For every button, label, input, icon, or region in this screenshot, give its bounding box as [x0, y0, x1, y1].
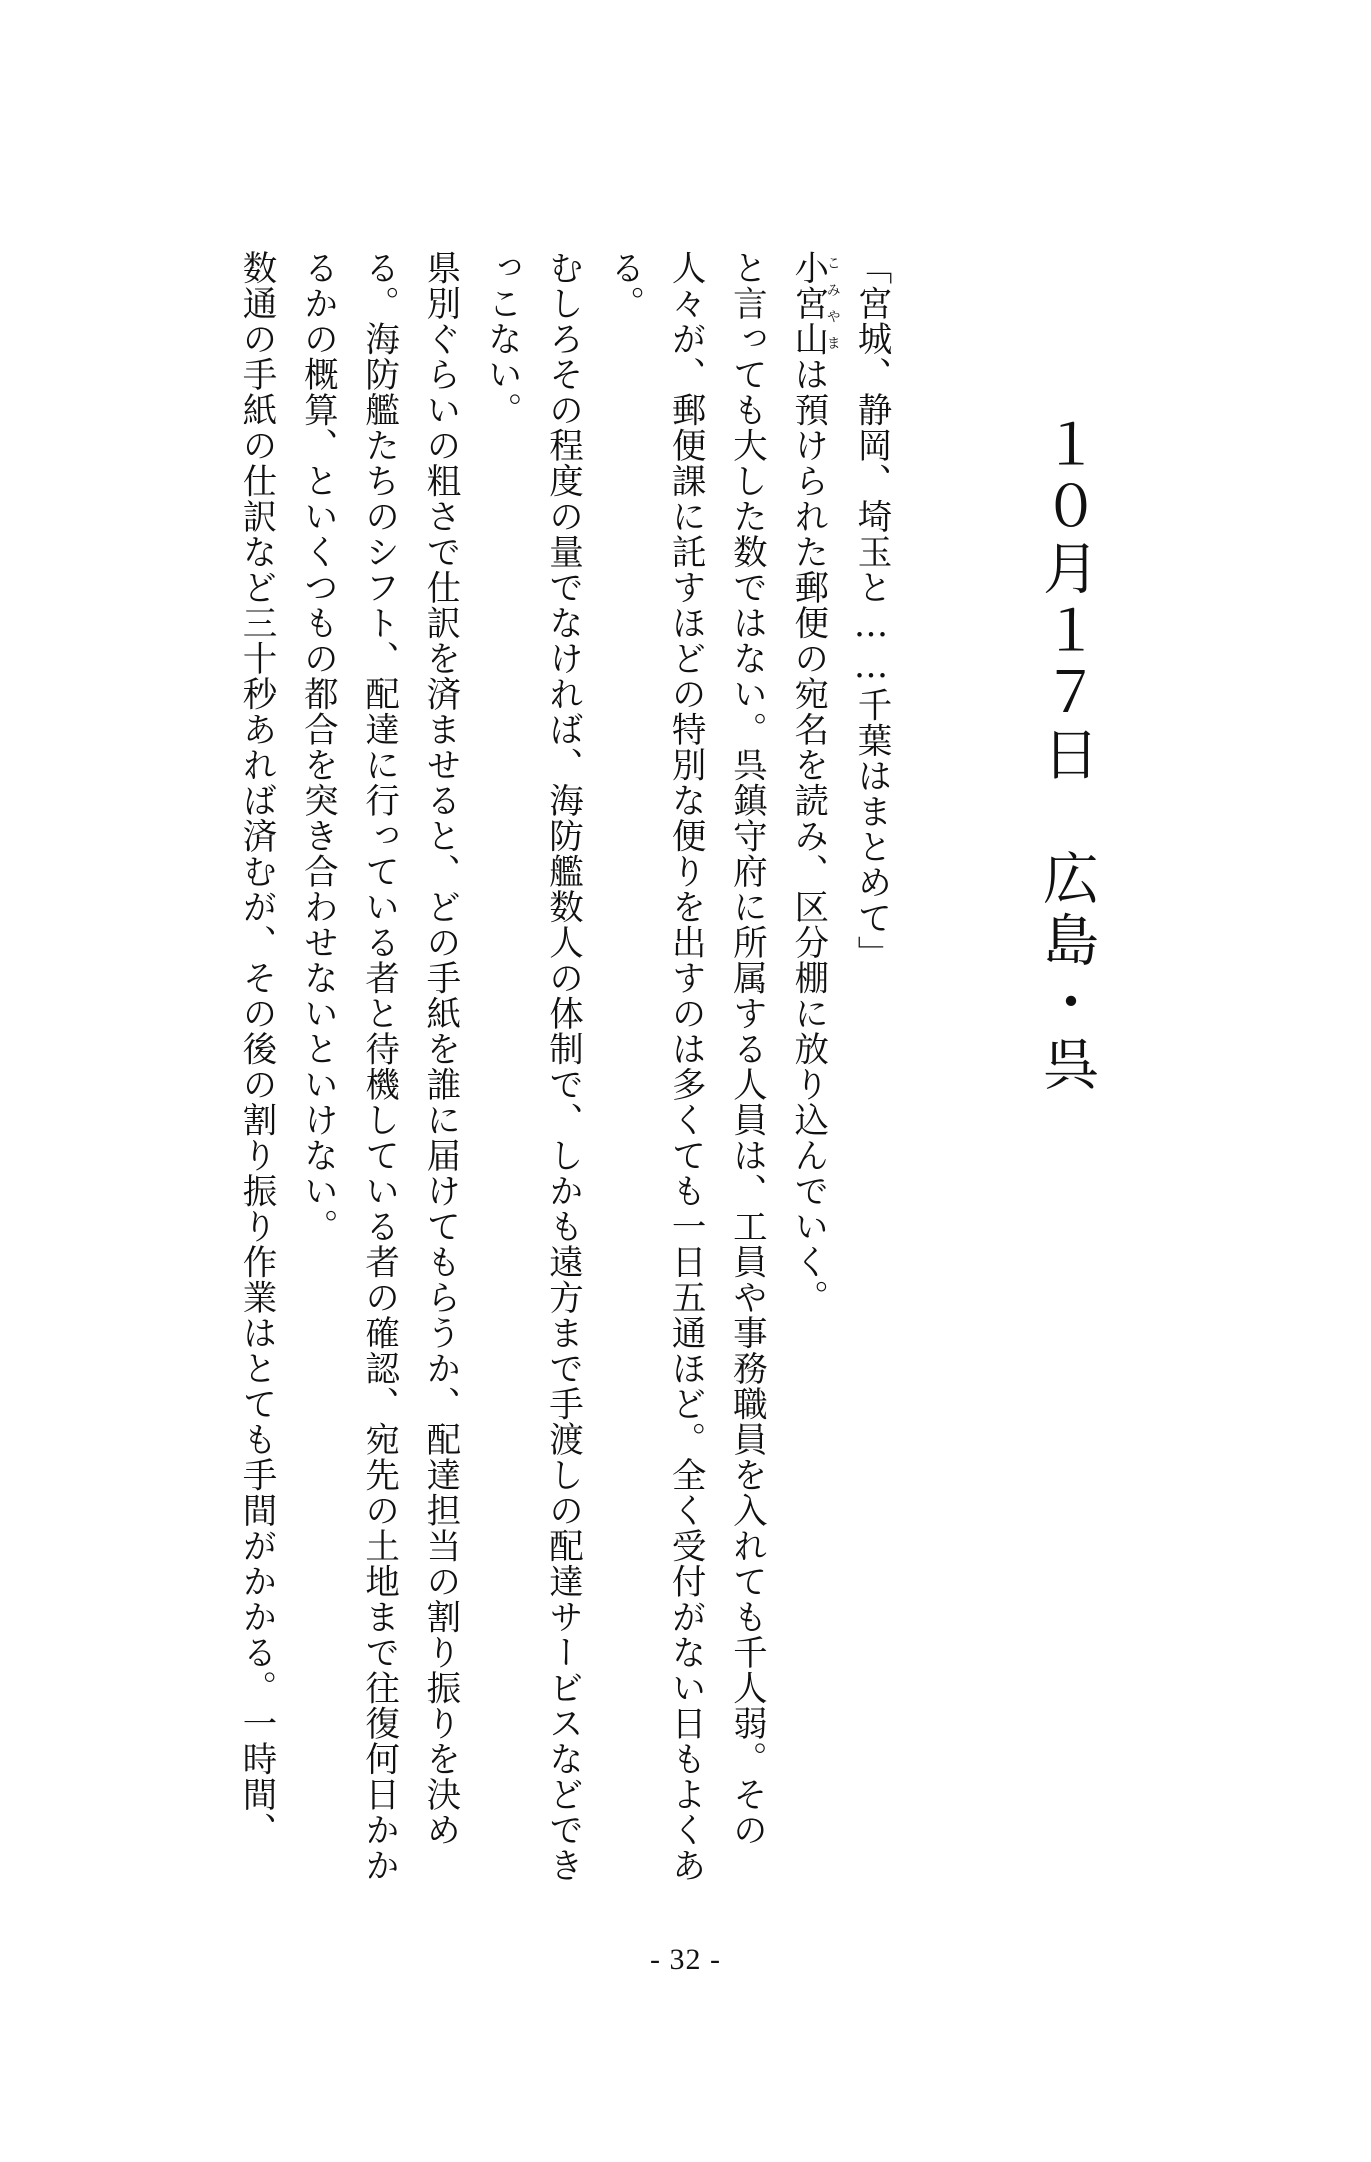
- paragraph-1: 「宮城、静岡、埼玉と……千葉はまとめて」: [851, 250, 891, 971]
- ruby-name: [787, 250, 841, 357]
- paragraph-3: と言っても大した数ではない。呉鎮守府に所属する人員は、工員や事務職員を入れても千人弱。その人々が、郵便課に託すほどの特別な便りを出すのは多くても一日五通ほど。全く受付がない日もよくある。: [603, 250, 767, 1883]
- paragraph-4: むしろその程度の量でなければ、海防艦数人の体制で、しかも遠方まで手渡しの配達サービスなどできっこない。: [481, 250, 583, 1883]
- page-number: - 32 -: [650, 1943, 721, 1976]
- body-text: [225, 250, 901, 1890]
- paragraph-2-rest: は預けられた郵便の宛名を読み、区分棚に放り込んでいく。: [787, 356, 828, 1315]
- paragraph-5: 県別ぐらいの粗さで仕訳を済ませると、どの手紙を誰に届けてもらうか、配達担当の割り振りを決める。海防艦たちのシフト、配達に行っている者と待機している者の確認、宛先の土地まで往復何日かかるかの概算、といくつもの都合を突き合わせないといけない。: [297, 250, 460, 1883]
- paragraph-2: [776, 250, 839, 1890]
- ruby-base: 小宮山: [787, 250, 828, 357]
- paragraph-6: 数通の手紙の仕訳など三十秒あれば済むが、その後の割り振り作業はとても手間がかかる。一時間、: [236, 250, 277, 1848]
- ruby-reading: こみやま: [824, 250, 841, 357]
- chapter-title: １０月１７日 広島・呉: [1034, 415, 1099, 1097]
